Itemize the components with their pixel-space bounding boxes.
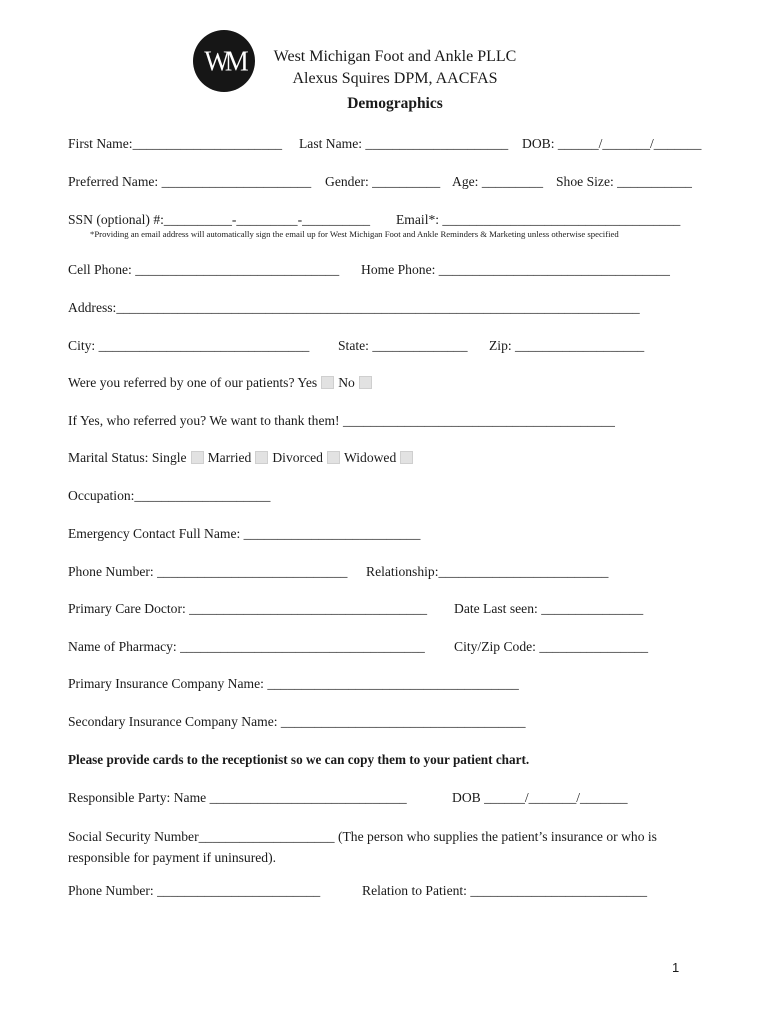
ssn-field[interactable]: SSN (optional) #:__________-_________-__________ (68, 212, 371, 227)
age-field[interactable]: Age: _________ (452, 174, 543, 189)
secondary-insurance-field[interactable]: Secondary Insurance Company Name: ____________________________________ (68, 714, 526, 729)
emergency-contact-field[interactable]: Emergency Contact Full Name: __________________________ (68, 526, 421, 541)
gender-field[interactable]: Gender: __________ (325, 174, 441, 189)
single-checkbox[interactable] (191, 451, 204, 464)
home-phone-field[interactable]: Home Phone: __________________________________ (361, 262, 670, 277)
relation-to-patient-field[interactable]: Relation to Patient: __________________________ (362, 883, 648, 898)
form-title: Demographics (347, 95, 443, 112)
divorced-label: Divorced (272, 450, 323, 465)
city-field[interactable]: City: _______________________________ (68, 338, 310, 353)
referred-yes-checkbox[interactable] (321, 376, 334, 389)
emergency-phone-field[interactable]: Phone Number: ____________________________ (68, 564, 348, 579)
address-field[interactable]: Address:_____________________________________________________________________________ (68, 300, 640, 315)
city-zip-field[interactable]: City/Zip Code: ________________ (454, 639, 649, 654)
date-last-seen-field[interactable]: Date Last seen: _______________ (454, 601, 644, 616)
responsible-party-field[interactable]: Responsible Party: Name _____________________________ (68, 790, 407, 805)
primary-care-doctor-field[interactable]: Primary Care Doctor: ___________________________________ (68, 601, 428, 616)
referred-no-checkbox[interactable] (359, 376, 372, 389)
zip-field[interactable]: Zip: ___________________ (489, 338, 645, 353)
doctor-name: Alexus Squires DPM, AACFAS (292, 70, 498, 87)
married-label: Married (207, 450, 252, 465)
widowed-label: Widowed (343, 450, 397, 465)
pharmacy-field[interactable]: Name of Pharmacy: ____________________________________ (68, 639, 425, 654)
preferred-name-field[interactable]: Preferred Name: ______________________ (68, 174, 312, 189)
logo-monogram: WM (204, 44, 244, 77)
widowed-checkbox[interactable] (400, 451, 413, 464)
state-field[interactable]: State: ______________ (338, 338, 468, 353)
first-name-field[interactable]: First Name:______________________ (68, 136, 283, 151)
email-disclaimer: *Providing an email address will automatically sign the email up for West Michigan Foot and Ankle Reminders & Marketing unless otherwise specified (90, 229, 619, 239)
referred-question: Were you referred by one of our patients? Yes (68, 375, 318, 390)
practice-name: West Michigan Foot and Ankle PLLC (273, 48, 517, 65)
row-marital (68, 451, 417, 465)
cell-phone-field[interactable]: Cell Phone: ______________________________ (68, 262, 340, 277)
responsible-dob-field[interactable]: DOB ______/_______/_______ (452, 790, 628, 805)
shoe-size-field[interactable]: Shoe Size: ___________ (556, 174, 692, 189)
married-checkbox[interactable] (255, 451, 268, 464)
primary-insurance-field[interactable]: Primary Insurance Company Name: _____________________________________ (68, 676, 519, 691)
dob-field[interactable]: DOB: ______/_______/_______ (522, 136, 702, 151)
cards-notice: Please provide cards to the receptionist so we can copy them to your patient chart. (68, 752, 530, 767)
divorced-checkbox[interactable] (327, 451, 340, 464)
referrer-field[interactable]: If Yes, who referred you? We want to thank them! ________________________________________ (68, 413, 615, 428)
marital-status-label: Marital Status: Single (68, 450, 187, 465)
referred-no-label: No (338, 375, 355, 390)
responsible-phone-field[interactable]: Phone Number: ________________________ (68, 883, 321, 898)
page-number: 1 (672, 960, 680, 975)
row-referred (68, 376, 376, 390)
relationship-field[interactable]: Relationship:_________________________ (366, 564, 609, 579)
email-field[interactable]: Email*: ___________________________________ (396, 212, 681, 227)
responsible-ssn-field[interactable]: Social Security Number____________________ (The person who supplies the patient’s insurance or who is responsible for payment if uninsured). (68, 829, 657, 865)
last-name-field[interactable]: Last Name: _____________________ (299, 136, 509, 151)
occupation-field[interactable]: Occupation:____________________ (68, 488, 271, 503)
